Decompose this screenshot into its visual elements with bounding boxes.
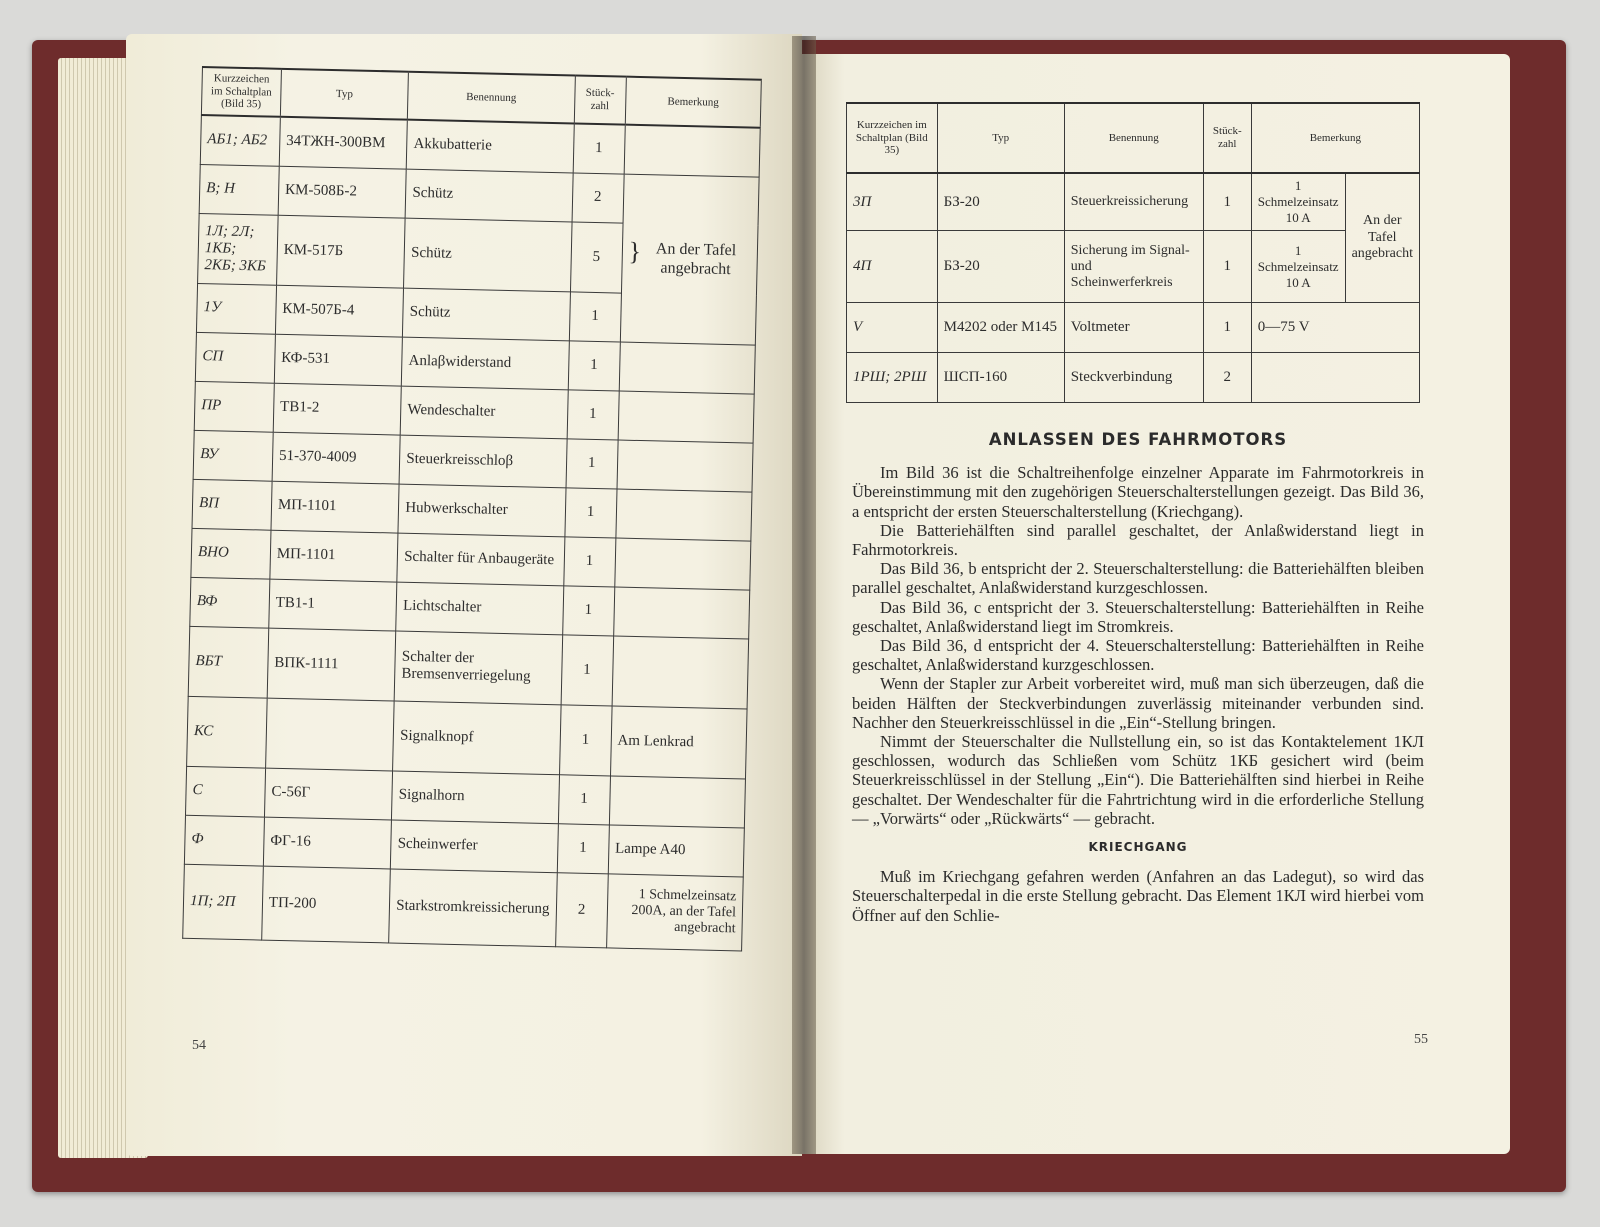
table-row xyxy=(187,696,747,779)
cell-type: M4202 oder M145 xyxy=(937,303,1064,353)
cell-code: ВП xyxy=(192,479,272,530)
cell-name: Voltmeter xyxy=(1064,303,1203,353)
cell-code: 4П xyxy=(847,231,938,303)
cell-type: ШСП-160 xyxy=(937,353,1064,403)
cell-count: 1 xyxy=(573,123,625,174)
cell-note xyxy=(613,587,749,639)
cell-note: 1 Schmelzeinsatz 10 A xyxy=(1251,231,1345,303)
cell-code: ВНО xyxy=(191,528,271,579)
cell-count: 1 xyxy=(567,390,619,440)
cell-type: КМ-508Б-2 xyxy=(278,166,406,218)
paragraph: Im Bild 36 ist die Schaltreihenfolge einzelner Apparate im Fahrmotorkreis in Übereinstimmung mit den zugehörigen Steuerschalterstellungen gezeigt. Das Bild 36, a entspricht der ersten Steuerschalterstellung (Kriechgang). xyxy=(852,463,1424,521)
merged-note-text: An der Tafel angebracht xyxy=(655,240,737,279)
cell-type: ТВ1-2 xyxy=(273,383,401,435)
cell-type: ВПК-1111 xyxy=(267,628,396,701)
cell-count: 2 xyxy=(555,873,608,948)
cell-code: Ф xyxy=(184,815,264,866)
right-body-text xyxy=(852,430,1424,925)
header-benennung: Benennung xyxy=(1064,103,1203,173)
cell-note: Lampe A40 xyxy=(608,825,744,877)
cell-count: 2 xyxy=(1203,353,1251,403)
book-gutter xyxy=(792,36,816,1154)
header-bemerkung: Bemerkung xyxy=(625,77,761,128)
header-typ: Typ xyxy=(280,69,408,120)
cell-code: 1РШ; 2РШ xyxy=(847,353,938,403)
cell-note: 1 Schmelzeinsatz 200A, an der Tafel angebracht xyxy=(606,874,743,951)
cell-code: ВФ xyxy=(190,577,270,628)
header-stueckzahl: Stück-zahl xyxy=(574,75,626,124)
paragraph: Das Bild 36, d entspricht der 4. Steuerschalterstellung: Batteriehälften in Reihe geschaltet, Anlaßwiderstand kurzgeschlossen. xyxy=(852,636,1424,675)
cell-type: С-56Г xyxy=(264,768,392,820)
header-stueckzahl: Stück-zahl xyxy=(1203,103,1251,173)
cell-note xyxy=(624,125,760,178)
table-header-row xyxy=(847,103,1420,173)
right-parts-table xyxy=(846,102,1420,403)
cell-name: Steuerkreissicherung xyxy=(1064,173,1203,231)
header-bemerkung: Bemerkung xyxy=(1251,103,1419,173)
cell-count: 1 xyxy=(566,439,618,489)
cell-code: В; Н xyxy=(199,164,279,215)
cell-count: 2 xyxy=(572,173,624,223)
table-row xyxy=(183,864,744,951)
cell-note xyxy=(617,440,753,492)
cell-name: Steuerkreisschloβ xyxy=(399,435,566,488)
cell-code: V xyxy=(847,303,938,353)
cell-count: 1 xyxy=(1203,173,1251,231)
cell-type: ТВ1-1 xyxy=(269,579,397,631)
cell-name: Wendeschalter xyxy=(400,386,567,439)
cell-note xyxy=(619,342,755,394)
cell-name: Scheinwerfer xyxy=(391,820,558,873)
cell-code: 3П xyxy=(847,173,938,231)
cell-name: Hubwerkschalter xyxy=(398,484,565,537)
cell-note: 0—75 V xyxy=(1251,303,1419,353)
cell-note xyxy=(612,636,749,709)
cell-note xyxy=(614,538,750,590)
paragraph: Die Batteriehälften sind parallel geschaltet, der Anlaßwiderstand liegt in Fahrmotorkreis. xyxy=(852,520,1424,560)
cell-name: Anlaβwiderstand xyxy=(402,337,569,390)
cell-code: С xyxy=(185,766,265,817)
cell-code: 1Л; 2Л; 1КБ; 2КБ; 3КБ xyxy=(198,213,278,285)
cell-type: ТП-200 xyxy=(262,866,391,943)
cell-code: 1П; 2П xyxy=(183,864,264,940)
cell-name: Sicherung im Signal- und Scheinwerferkreis xyxy=(1064,231,1203,303)
header-typ: Typ xyxy=(937,103,1064,173)
cell-note xyxy=(609,776,745,828)
cell-name: Schütz xyxy=(405,169,572,222)
cell-name: Lichtschalter xyxy=(396,582,563,635)
cell-type: 34ТЖН-300ВМ xyxy=(279,117,407,169)
paragraph: Wenn der Stapler zur Arbeit vorbereitet wird, muß man sich überzeugen, daß die beiden Hälften der Steckverbindungen zuverlässig miteinander verbunden sind. Nachher den Steuerkreisschlüssel in die „Ein“-Stellung bringen. xyxy=(852,674,1424,732)
cell-type: КФ-531 xyxy=(274,334,402,386)
cell-code: ВУ xyxy=(193,430,273,481)
cell-note xyxy=(618,391,754,443)
cell-note: Am Lenkrad xyxy=(610,706,747,779)
cell-type: КМ-507Б-4 xyxy=(275,285,403,337)
cell-name: Schalter der Bremsenverriegelung xyxy=(394,631,562,705)
cell-count: 1 xyxy=(564,488,616,538)
cell-name: Schütz xyxy=(403,288,570,341)
cell-name: Starkstromkreissicherung xyxy=(389,869,557,947)
table-row xyxy=(847,303,1420,353)
cell-name: Signalhorn xyxy=(392,771,559,824)
cell-type: МП-1101 xyxy=(270,530,398,582)
cell-count: 1 xyxy=(558,775,610,825)
left-parts-table xyxy=(182,66,762,951)
table-row xyxy=(847,353,1420,403)
cell-note-merged: } An der Tafel angebracht xyxy=(620,174,759,345)
header-kurzzeichen: Kurzzeichen im Schaltplan (Bild 35) xyxy=(201,67,281,117)
cell-code: ВБТ xyxy=(188,626,268,698)
subsection-heading: KRIECHGANG xyxy=(1088,840,1188,855)
cell-name: Schütz xyxy=(404,218,572,292)
page-number-left: 54 xyxy=(192,1038,206,1053)
cell-code: КС xyxy=(187,696,267,768)
cell-note: 1 Schmelzeinsatz 10 A xyxy=(1251,173,1345,231)
cell-code: АБ1; АБ2 xyxy=(200,115,280,166)
cell-type: 51-370-4009 xyxy=(272,432,400,484)
paragraph: Das Bild 36, b entspricht der 2. Steuerschalterstellung: die Batteriehälften bleiben parallel geschaltet, Anlaßwiderstand kurzgeschlossen. xyxy=(852,559,1424,598)
cell-count: 1 xyxy=(563,537,615,587)
cell-note xyxy=(1251,353,1419,403)
cell-type: КМ-517Б xyxy=(276,215,405,288)
paragraph: Das Bild 36, c entspricht der 3. Steuerschalterstellung: Batteriehälften in Reihe geschaltet, Anlaßwiderstand liegt im Stromkreis. xyxy=(852,597,1424,636)
cell-type xyxy=(265,698,394,771)
header-kurzzeichen: Kurzzeichen im Schaltplan (Bild 35) xyxy=(847,103,938,173)
cell-count: 1 xyxy=(1203,303,1251,353)
table-row xyxy=(847,173,1420,231)
header-benennung: Benennung xyxy=(408,72,575,124)
cell-code: СП xyxy=(195,332,275,383)
cell-count: 1 xyxy=(568,341,620,391)
cell-code: ПР xyxy=(194,381,274,432)
cell-type: БЗ-20 xyxy=(937,173,1064,231)
cell-note xyxy=(616,489,752,541)
cell-count: 1 xyxy=(559,705,612,776)
paragraph: Muß im Kriechgang gefahren werden (Anfahren an das Ladegut), so wird das Steuerschalterpedal in die erste Stellung gebracht. Das Element 1КЛ wird hierbei vom Öffner auf den Schlie- xyxy=(852,867,1424,925)
cell-count: 1 xyxy=(1203,231,1251,303)
cell-count: 5 xyxy=(570,222,623,293)
paragraph: Nimmt der Steuerschalter die Nullstellung ein, so ist das Kontaktelement 1КЛ geschlossen, wodurch das Schließen vom Schütz 1КБ gesichert wird (beim Steuerkreisschlüssel in der Stellung „Ein“). Die Batteriehälften sind hierbei in Reihe geschaltet. Der Wendeschalter für die Fahrtrichtung wird in die erforderliche Stellung — „Vorwärts“ oder „Rückwärts“ — gebracht. xyxy=(852,732,1424,828)
cell-count: 1 xyxy=(561,635,614,706)
page-number-right: 55 xyxy=(1414,1032,1428,1047)
cell-count: 1 xyxy=(569,292,621,342)
cell-name: Signalknopf xyxy=(393,701,561,775)
cell-name: Steckverbindung xyxy=(1064,353,1203,403)
cell-type: МП-1101 xyxy=(271,481,399,533)
table-row xyxy=(188,626,748,709)
table-row xyxy=(847,231,1420,303)
cell-type: БЗ-20 xyxy=(937,231,1064,303)
cell-count: 1 xyxy=(557,824,609,874)
cell-name: Schalter für Anbaugeräte xyxy=(397,533,564,586)
cell-note-merged: An der Tafel angebracht xyxy=(1345,173,1419,303)
cell-type: ФГ-16 xyxy=(263,817,391,869)
cell-count: 1 xyxy=(562,586,614,636)
cell-code: 1У xyxy=(196,283,276,334)
cell-name: Akkubatterie xyxy=(406,120,573,173)
section-heading: ANLASSEN DES FAHRMOTORS xyxy=(988,430,1288,449)
